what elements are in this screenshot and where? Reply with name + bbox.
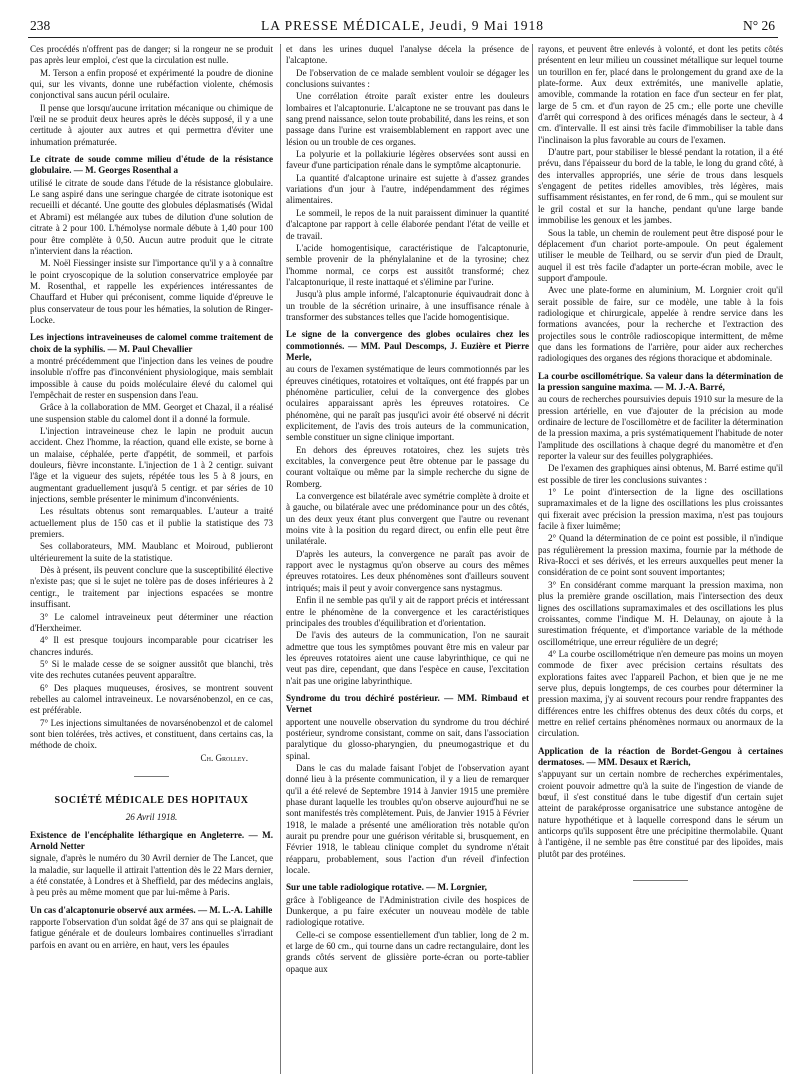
paragraph: 7° Les injections simultanées de novarsénobenzol et de calomel sont bien tolérées, très actives, et constituent, dans certains cas, la méthode de choix. (30, 717, 273, 751)
session-date: 26 Avril 1918. (125, 812, 178, 823)
paragraph: Les résultats obtenus sont remarquables. L'auteur a traité actuellement plus de 150 cas et il publie la statistique des 73 premiers. (30, 506, 273, 540)
paragraph: En dehors des épreuves rotatoires, chez les sujets très excitables, la convergence peut être obtenue par le passage du courant voltaïque ou même par la simple recherche du signe de Romberg. (286, 444, 529, 489)
paragraph: au cours de l'examen systématique de leurs commotionnés par les épreuves cinétiques, rotatoires et voltaïques, ont été frappés par un phénomène particulier, celui de la convergence des globes oculaires apparaissant après les épreuves rotatoires. Ce phénomène, qui ne paraît pas jusqu'ici avoir été observé ni décrit explicitement, de l'avis des trois auteurs de la communication, semble constituer un signe clinique important. (286, 364, 529, 443)
paragraph: Dans le cas du malade faisant l'objet de l'observation ayant donné lieu à la présente communication, il y a lieu de remarquer qu'il a été relevé de Septembre 1914 à Janvier 1915 une première phase durant laquelle les troubles qu'on observe aujourd'hui ne se sont manifestés très complètement. Puis, de Janvier 1915 à Février 1918, le malade a présenté une amélioration très notable qu'on aurait pu prendre pour une guérison véritable si, brusquement, en Février 1918, le tableau clinique complet du syndrome n'était réapparu, probablement, sous l'action d'un réveil d'infection locale. (286, 762, 529, 876)
article-heading: Application de la réaction de Bordet-Gengou à certaines dermatoses. — MM. Desaux et Rærich, (538, 745, 783, 767)
paragraph: L'acide homogentisique, caractéristique de l'alcaptonurie, semble provenir de la phénylalanine et de la tyrosine; chez l'homme normal, ce corps est aussitôt transformé; chez l'alcaptonurique, il reste inattaqué et s'élimine par l'urine. (286, 242, 529, 287)
paragraph: Avec une plate-forme en aluminium, M. Lorgnier croit qu'il serait possible de faire, sur ce modèle, une table à la fois radiologique et chirurgicale, appelée à rendre service dans les formations avancées, pour la recherche et l'extraction des projectiles sous le contrôle radioscopique intermittent, de même que dans les formations de l'arrière, pour aider aux recherches radiologiques des organes des régions thoracique et abdominale. (538, 285, 783, 364)
paragraph: De l'avis des auteurs de la communication, l'on ne saurait admettre que tous les symptômes pouvant être mis en valeur par les épreuves rotatoires aient une cause labyrinthique, ce qui ne veut pas dire, cependant, que dans l'espèce en cause, l'excitation n'ait pas une origine labyrinthique. (286, 630, 529, 686)
paragraph: Jusqu'à plus ample informé, l'alcaptonurie équivaudrait donc à un trouble de la sécrétion urinaire, à une insuffisance rénale à transformer des substances telles que l'acide homogentisique. (286, 289, 529, 322)
paragraph: a montré précédemment que l'injection dans les veines de poudre insoluble n'offre pas d'inconvénient physiologique, mais semblait impossible à cause du poids moléculaire élevé du calomel qui l'empêchait de rester en suspension dans l'eau. (30, 355, 273, 400)
paragraph: grâce à l'obligeance de l'Administration civile des hospices de Dunkerque, a pu faire exécuter un nouveau modèle de table radiologique rotative. (286, 894, 529, 928)
paragraph: 3° En considérant comme marquant la pression maxima, non plus la première grande oscillation, mais l'intersection des deux lignes des oscillations supramaximales et des oscillations les plus croissantes, comme l'indique M. H. Delaunay, on ajoute à la surestimation fréquente, et d'importance variable de la méthode oscillométrique, une erreur régulière de un degré; (538, 579, 783, 647)
end-rule (633, 880, 688, 881)
paragraph: 2° Quand la détermination de ce point est possible, il n'indique pas régulièrement la pression maxima, fournie par la méthode de Riva-Rocci et ses dérivés, et les erreurs auxquelles peut mener la considération de ce point sont souvent importantes; (538, 533, 783, 578)
paragraph: Enfin il ne semble pas qu'il y ait de rapport précis et intéressant entre le phénomène de la convergence et les caractéristiques principales des troubles d'équilibration et d'orientation. (286, 595, 529, 628)
article-heading: La courbe oscillométrique. Sa valeur dans la détermination de la pression sanguine maxima. — M. J.-A. Barré, (538, 370, 783, 392)
page-number: 238 (30, 18, 51, 33)
paragraph: De l'observation de ce malade semblent vouloir se dégager les conclusions suivantes : (286, 67, 529, 90)
article-heading: Sur une table radiologique rotative. — M. Lorgnier, (286, 882, 487, 893)
column-3 (538, 44, 783, 1074)
paragraph: 4° Il est presque toujours incomparable pour cicatriser les chancres indurés. (30, 635, 273, 657)
paragraph: rapporte l'observation d'un soldat âgé de 37 ans qui se plaignait de fatigue générale et de douleurs lombaires continuelles s'irradiant parfois en avant ou en arrière, en haut, vers les épaules (30, 917, 273, 950)
paragraph: Il pense que lorsqu'aucune irritation mécanique ou chimique de l'œil ne se produit deux heures après le décès supposé, il y a une certitude à ajouter aux autres et qui permettra d'éviter une inhumation prématurée. (30, 102, 273, 147)
article-heading: Un cas d'alcaptonurie observé aux armées. — M. L.-A. Lahille (30, 904, 273, 915)
column-divider (280, 44, 281, 1074)
column-1 (30, 44, 273, 1074)
article-heading: Existence de l'encéphalite léthargique en Angleterre. — M. Arnold Netter (30, 829, 273, 851)
paragraph: 6° Des plaques muqueuses, érosives, se montrent souvent rebelles au calomel intraveineux. Le novarsénobenzol, en ce cas, est préférable. (30, 682, 273, 716)
paragraph: L'injection intraveineuse chez le lapin ne produit aucun accident. Chez l'homme, la réaction, quand elle existe, se borne à un malaise, céphalée, perte d'appétit, de sommeil, et parfois douleurs, fièvre inconstante. L'injection de 1 à 2 centigr. suivant l'âge et la vigueur des sujets, répétée tous les 5 à 8 jours, en augmentant graduellement jusqu'à 5 centigr. et par séries de 10 injections, semble présenter le minimum d'inconvénients. (30, 426, 273, 505)
paragraph: Ces procédés n'offrent pas de danger; si la rongeur ne se produit pas après leur emploi, c'est que la circulation est nulle. (30, 44, 273, 66)
page-header (30, 18, 775, 38)
paragraph: Celle-ci se compose essentiellement d'un tablier, long de 2 m. et large de 60 cm., qui tourne dans un cadre rectangulaire, dont les grands côtés servent de glissière porte-écran ou porte-tablier opaque aux (286, 929, 529, 974)
paragraph: Sous la table, un chemin de roulement peut être disposé pour le déplacement d'un chariot porte-ampoule. On peut également utiliser le meuble de Teilhard, ou se servir d'un pied de Drault, auquel il est très facile d'adapter un porte-écran mobile, avec le support d'ampoule. (538, 227, 783, 283)
paragraph: s'appuyant sur un certain nombre de recherches expérimentales, croient pouvoir admettre qu'à la suite de l'ingestion de viande de bœuf, il s'est constitué dans le tube digestif d'un certain sujet atteint de paraképrosse organisatrice une substance antogène de nature hypothétique et à laquelle correspond dans le sérum un anticorps qu'ils supposent être une précipitine thermolabile. Quant à l'antigène, il ne semble pas être constitué par des lipoïdes, mais plutôt par des protéines. (538, 769, 783, 859)
paragraph: au cours de recherches poursuivies depuis 1910 sur la mesure de la pression artérielle, en vue d'ajouter de la précision au mode ordinaire de lecture de l'oscillomètre et de faciliter la détermination de la pression maxima, a pris systématiquement l'habitude de noter l'amplitude des oscillations à chaque degré du manomètre et d'en reporter la valeur sur des feuilles polygraphiées. (538, 394, 783, 462)
paragraph: Dès à présent, ils peuvent conclure que la susceptibilité élective n'existe pas; que si le sujet ne tolère pas de doses inférieures à 2 centigr., le traitement par injections espacées se montre insuffisant. (30, 565, 273, 610)
paragraph: utilisé le citrate de soude dans l'étude de la résistance globulaire. Le sang aspiré dans une seringue chargée de citrate isotonique est recueilli et décanté. Une goutte des globules déplasmatisés (Widal et Abrami) est mélangée aux tubes de dilution d'une solution de citrate à 2 pour 100. L'hémolyse normale débute à 1,40 pour 100 pour être complète à 0,50. Aucun autre produit que le citrate n'intervient dans la réaction. (30, 177, 273, 256)
paragraph: La quantité d'alcaptone urinaire est sujette à d'assez grandes variations d'un jour à l'autre, indépendamment des régimes alimentaires. (286, 172, 529, 206)
paragraph: et dans les urines duquel l'analyse décela la présence de l'alcaptone. (286, 44, 529, 66)
paragraph: La convergence est bilatérale avec symétrie complète à droite et à gauche, ou bilatérale avec une prédominance pour un des côtés, un des deux yeux étant plus convergent que l'autre ou revenant moins vite à la position du regard direct, ou enfin elle peut être unilatérale. (286, 491, 529, 547)
section-title: SOCIÉTÉ MÉDICALE DES HOPITAUX (54, 794, 249, 806)
paragraph: Une corrélation étroite paraît exister entre les douleurs lombaires et l'alcaptonurie. L'alcaptone ne se trouvant pas dans le sang prend naissance, selon toute probabilité, dans les reins, et son passage dans l'urine est vraisemblablement en rapport avec une lésion ou un trouble de ces organes. (286, 91, 529, 147)
article-heading: Le citrate de soude comme milieu d'étude de la résistance globulaire. — M. Georges Rosenthal a (30, 154, 273, 176)
article-heading: Les injections intraveineuses de calomel comme traitement de choix de la syphilis. — M. Paul Chevallier (30, 332, 273, 354)
header-rule (28, 37, 778, 38)
paragraph: D'après les auteurs, la convergence ne paraît pas avoir de rapport avec le nystagmus qu'on observe au cours des mêmes épreuves rotatoires. Les deux phénomènes sont d'ailleurs souvent intriqués; mais il peut y avoir convergence sans nystagmus. (286, 548, 529, 593)
paragraph: rayons, et peuvent être enlevés à volonté, et dont les petits côtés présentent en leur milieu un coussinet métallique sur lequel tourne un tourillon en fer, placé dans le prolongement du grand axe de la plate-forme. Aux deux extrémités, une manivelle aplatie, amovible, commande la rotation en face d'un secteur en fer plat, large de 5 cm. et d'un rayon de 25 cm.; elle porte une cheville d'arrêt qui correspond à des orifices ménagés dans le secteur, à 4 cm. d'intervalle. Il est ainsi très facile d'immobiliser la table dans l'inclinaison la plus favorable au cours de l'examen. (538, 44, 783, 145)
paragraph: 4° La courbe oscillométrique n'en demeure pas moins un moyen commode de fixer avec précision certains résultats des explorations faites avec l'appareil Pachon, et bien que je ne me serve plus, depuis longtemps, de ces courbes pour déterminer la pression maxima, j'y ai souvent recours pour rendre frappantes des différences entre les chiffres obtenus des deux côtés du corps, et mettre en relief certains phénomènes normaux ou anormaux de la circulation. (538, 648, 783, 739)
paragraph: D'autre part, pour stabiliser le blessé pendant la rotation, il a été prévu, dans l'épaisseur du bord de la table, le long du grand côté, à des intervalles appropriés, une série de trous dans lesquels s'engagent de petites ridelles amovibles, très légères, mais suffisamment résistantes, en fer rond, de 6 mm., qui se moulent sur le gril costal et sur la hanche, pendant qu'une large bande immobilise les genoux et les jambes. (538, 147, 783, 226)
separator-rule (134, 776, 169, 777)
paragraph: M. Terson a enfin proposé et expérimenté la poudre de dionine qui, sur les vivants, donne une rubéfaction violente, chémosis conjonctival sans aucun péril oculaire. (30, 67, 273, 101)
paragraph: Le sommeil, le repos de la nuit paraissent diminuer la quantité d'alcaptone par rapport à celle élaborée pendant l'état de veille et de travail. (286, 207, 529, 241)
paragraph: apportent une nouvelle observation du syndrome du trou déchiré postérieur, syndrome consistant, comme on sait, dans l'association paralytique du glosso-pharyngien, du pneumogastrique et du spinal. (286, 716, 529, 761)
paragraph: 1° Le point d'intersection de la ligne des oscillations supramaximales et de la ligne des oscillations les plus croissantes qui fixerait avec précision la pression maxima, n'est pas toujours facile à fixer luimême; (538, 487, 783, 532)
column-divider (532, 44, 533, 1074)
paragraph: De l'examen des graphiques ainsi obtenus, M. Barré estime qu'il est possible de tirer les conclusions suivantes : (538, 463, 783, 485)
column-2 (286, 44, 529, 1074)
paragraph: signale, d'après le numéro du 30 Avril dernier de The Lancet, que la maladie, sur laquelle il attirait l'attention dès le 22 Mars dernier, a été constatée, à Londres et à Sheffield, par des médecins anglais, à peu près au même moment que par lui-même à Paris. (30, 853, 273, 898)
issue-number: N° 26 (742, 18, 775, 33)
paragraph: Grâce à la collaboration de MM. Georget et Chazal, il a réalisé une suspension stable du calomel dont il a donné la formule. (30, 402, 273, 424)
author-signature: Ch. Grolley. (200, 752, 248, 763)
article-heading: Le signe de la convergence des globes oculaires chez les commotionnés. — MM. Paul Descomps, J. Euzière et Pierre Merle, (286, 329, 529, 362)
journal-title: LA PRESSE MÉDICALE, Jeudi, 9 Mai 1918 (260, 18, 544, 33)
paragraph: M. Noël Fiessinger insiste sur l'importance qu'il y a à connaître le point cryoscopique de la solution conservatrice employée par M. Rosenthal, et rappelle les expériences intéressantes de Chauffard et Huber qui préconisent, comme liquide d'épreuve le plus conservateur de tous pour les hématies, la solution de Ringer-Locke. (30, 258, 273, 325)
paragraph: Ses collaborateurs, MM. Maublanc et Moiroud, publieront ultérieurement la suite de la statistique. (30, 541, 273, 563)
paragraph: 5° Si le malade cesse de se soigner aussitôt que blanchi, très vite des rechutes cutanées peuvent apparaître. (30, 658, 273, 681)
paragraph: 3° Le calomel intraveineux peut déterminer une réaction d'Herxheimer. (30, 611, 273, 633)
paragraph: La polyurie et la pollakiurie légères observées sont aussi en faveur d'une participation rénale dans le symptôme alcaptonurie. (286, 149, 529, 171)
article-heading: Syndrome du trou déchiré postérieur. — MM. Rimbaud et Vernet (286, 692, 529, 715)
